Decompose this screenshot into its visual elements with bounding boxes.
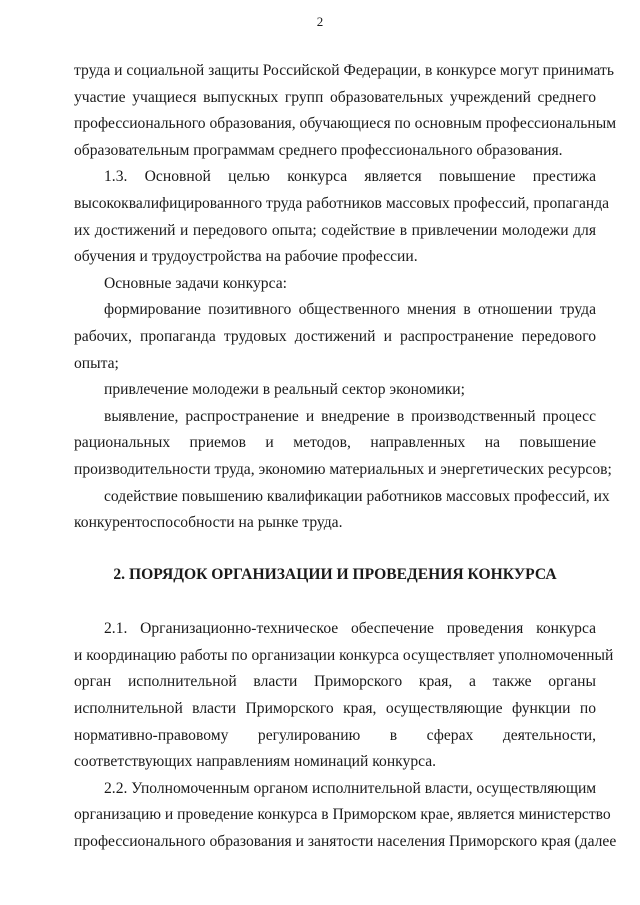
paragraph-task-2 (74, 377, 596, 404)
text-line: 1.3. Основной целью конкурса является повышение престижа (104, 168, 596, 186)
text-line: соответствующих направлениям номинаций конкурса. (74, 753, 437, 771)
paragraph-task-4 (74, 484, 610, 537)
text-line: привлечение молодежи в реальный сектор экономики; (104, 381, 465, 399)
text-line: формирование позитивного общественного мнения в отношении труда (104, 301, 596, 319)
text-line: содействие повышению квалификации работников массовых профессий, их (104, 487, 610, 505)
text-line: участие учащиеся выпускных групп образовательных учреждений среднего (74, 88, 596, 106)
paragraph-2-2 (74, 776, 617, 856)
section-heading: 2. ПОРЯДОК ОРГАНИЗАЦИИ И ПРОВЕДЕНИЯ КОНКУРСА (113, 565, 557, 583)
text-line: профессионального образования и занятости населения Приморского края (далее (74, 833, 617, 851)
text-line: 2.2. Уполномоченным органом исполнительной власти, осуществляющим (104, 779, 597, 797)
text-line: исполнительной власти Приморского края, осуществляющие функции по (74, 700, 596, 718)
text-line: и координацию работы по организации конкурса осуществляет уполномоченный (74, 646, 614, 664)
text-line: Основные задачи конкурса: (104, 274, 287, 292)
text-line: 2.1. Организационно-техническое обеспечение проведения конкурса (104, 620, 596, 638)
text-line: образовательным программам среднего профессионального образования. (74, 141, 563, 159)
text-line: профессионального образования, обучающиеся по основным профессиональным (74, 115, 617, 133)
text-line: рабочих, пропаганда трудовых достижений и распространение передового (74, 327, 596, 345)
text-line: высококвалифицированного труда работников массовых профессий, пропаганда (74, 194, 610, 212)
paragraph-tasks-title (74, 271, 596, 298)
text-line: орган исполнительной власти Приморского края, а также органы (74, 673, 596, 691)
page-number: 2 (316, 14, 324, 29)
text-line: организацию и проведение конкурса в Приморском крае, является министерство (74, 806, 611, 824)
text-line: конкурентоспособности на рынке труда. (74, 514, 343, 532)
text-line: труда и социальной защиты Российской Федерации, в конкурсе могут принимать (74, 62, 614, 79)
paragraph-intro (74, 58, 617, 164)
paragraph-task-1 (74, 297, 596, 377)
text-line: рациональных приемов и методов, направленных на повышение (74, 434, 596, 452)
text-line: выявление, распространение и внедрение в производственный процесс (104, 407, 596, 425)
paragraph-1-3 (74, 164, 610, 270)
text-line: опыта; (74, 354, 119, 372)
text-line: производительности труда, экономию материальных и энергетических ресурсов; (74, 460, 612, 478)
document-body (74, 58, 617, 856)
text-line: их достижений и передового опыта; содействие в привлечении молодежи для (74, 221, 596, 239)
paragraph-2-1 (74, 616, 614, 776)
text-line: нормативно-правовому регулированию в сферах деятельности, (74, 726, 596, 744)
text-line: обучения и трудоустройства на рабочие профессии. (74, 248, 418, 266)
paragraph-task-3 (74, 404, 612, 484)
